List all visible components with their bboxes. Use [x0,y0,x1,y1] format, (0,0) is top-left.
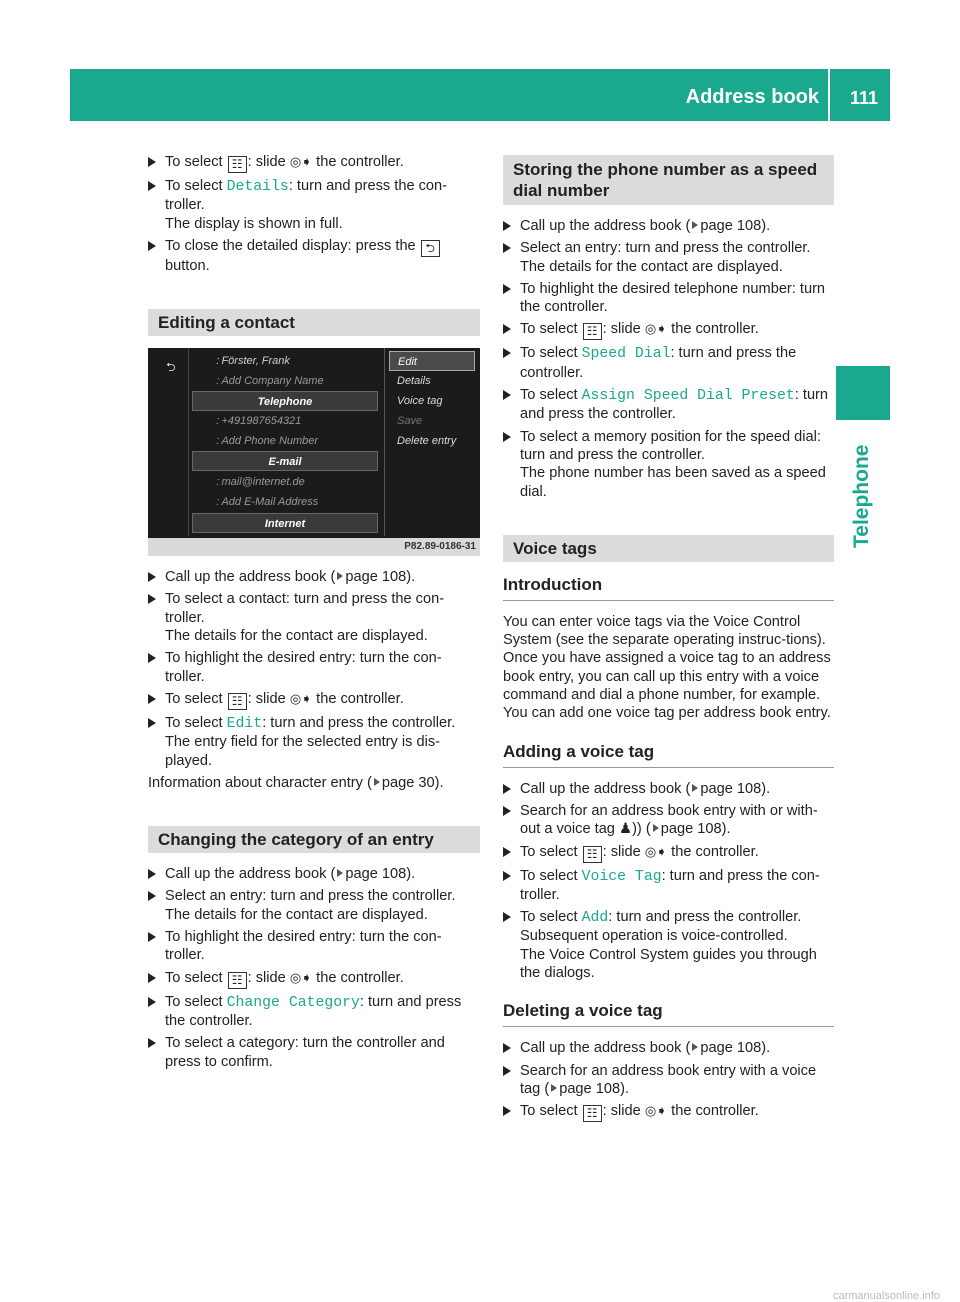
page-header [70,69,890,121]
page-ref-icon [692,221,698,229]
step: To highlight the desired entry: turn the con-troller. [148,928,480,965]
menu-item-details: Details [397,375,431,388]
menu-item-ref: Speed Dial [581,346,671,363]
phone-book-icon: ☷ [228,972,247,989]
step: Call up the address book ( page 108). [148,568,480,586]
page-number: 111 [849,88,878,108]
list-item: : Add Phone Number [214,435,319,448]
arrow-icon [503,871,511,881]
menu-item-delete: Delete entry [397,435,457,448]
arrow-icon [148,891,156,901]
page-ref-icon [692,1043,698,1051]
header-title: Address book [685,86,819,108]
category-row: E-mail [192,451,378,471]
arrow-icon [148,932,156,942]
page-ref-icon [337,572,343,580]
step: To select Change Category: turn and press the controller. [148,993,480,1031]
arrow-icon [503,1106,511,1116]
menu-item-ref: Edit [226,715,263,732]
arrow-icon [148,869,156,879]
menu-item-ref: Add [581,910,609,927]
step: To highlight the desired entry: turn the con-troller. [148,649,480,686]
voice-tag-icon: ♟)) [618,821,642,838]
section-heading: Changing the category of an entry [148,826,480,853]
list-item: : mail@internet.de [214,476,305,489]
arrow-icon [503,221,511,231]
step: Search for an address book entry with a voice tag ( page 108). [503,1062,834,1099]
arrow-icon [503,348,511,358]
step: To select a category: turn the controller and press to confirm. [148,1034,480,1071]
controller-icon: ◎➧ [644,843,668,859]
right-column [503,155,834,1126]
step: To select a memory position for the speed dial: turn and press the controller. The phone number has been saved as a speed dial. [503,428,834,501]
step: To select Details: turn and press the con-troller. The display is shown in full. [148,177,480,233]
arrow-icon [148,653,156,663]
section-heading: Voice tags [503,535,834,562]
step: To select Add: turn and press the controller. Subsequent operation is voice-controlled. The Voice Control System guides you through the dialogs. [503,908,834,982]
step: Call up the address book ( page 108). [503,217,834,235]
phone-book-icon: ☷ [583,846,602,863]
arrow-icon [148,572,156,582]
arrow-icon [503,432,511,442]
arrow-icon [148,241,156,251]
arrow-icon [503,806,511,816]
arrow-icon [148,718,156,728]
step: To select Assign Speed Dial Preset: turn and press the controller. [503,386,834,424]
section-heading: Editing a contact [148,309,480,336]
section-heading: Storing the phone number as a speed dial number [503,155,834,205]
page-ref-icon [374,778,380,786]
arrow-icon [503,847,511,857]
controller-icon: ◎➧ [644,321,668,337]
arrow-icon [503,1043,511,1053]
arrow-icon [503,243,511,253]
arrow-icon [503,284,511,294]
menu-item-edit: Edit [389,351,475,371]
watermark: carmanualsonline.info [832,1290,940,1302]
page-ref-icon [337,869,343,877]
back-icon: ⮌ [421,240,440,257]
info-text: Information about character entry ( page 30). [148,774,444,791]
step: To select Speed Dial: turn and press the controller. [503,344,834,382]
arrow-icon [148,157,156,167]
menu-item-ref: Assign Speed Dial Preset [581,388,795,405]
menu-item-ref: Change Category [226,994,360,1011]
phone-book-icon: ☷ [583,323,602,340]
step: To select a contact: turn and press the con-troller. The details for the contact are displayed. [148,590,480,645]
arrow-icon [503,390,511,400]
page-ref-icon [551,1084,557,1092]
step: Call up the address book ( page 108). [148,865,480,883]
step: To select Voice Tag: turn and press the con-troller. [503,867,834,905]
chapter-tab [836,366,890,420]
intro-paragraph: You can enter voice tags via the Voice Control System (see the separate operating instruc-tions). Once you have assigned a voice tag to an address book entry, you can call up this entry with a voice command and dial a phone number, for example. You can add one voice tag per address book entry. [503,613,831,722]
step: Call up the address book ( page 108). [503,1039,834,1057]
step: To select ☷ : slide ◎➧ the controller. [503,1102,834,1122]
page-ref-icon [653,824,659,832]
step: Search for an address book entry with or with-out a voice tag ♟)) ( page 108). [503,802,834,839]
step: To select ☷ : slide ◎➧ the controller. [148,969,480,989]
controller-icon: ◎➧ [644,1103,668,1119]
step: To select ☷ : slide ◎➧ the controller. [503,320,834,340]
divider [188,348,189,536]
contact-details-list [148,348,382,536]
menu-item-voice-tag: Voice tag [397,395,443,408]
back-icon: ⮌ [166,360,176,375]
category-row: Telephone [192,391,378,411]
arrow-icon [148,181,156,191]
subheading: Adding a voice tag [503,741,834,768]
subheading: Introduction [503,574,834,601]
step: Select an entry: turn and press the controller. The details for the contact are displayed. [148,887,480,924]
arrow-icon [503,784,511,794]
arrow-icon [148,1038,156,1048]
phone-book-icon: ☷ [583,1105,602,1122]
page-ref-icon [692,784,698,792]
options-menu [384,348,476,536]
step: To select ☷ : slide ◎➧ the controller. [503,843,834,863]
list-item: : Add Company Name [214,375,324,388]
controller-icon: ◎➧ [289,969,313,985]
arrow-icon [148,594,156,604]
step: To close the detailed display: press the ⮌ button. [148,237,480,275]
step: To select Edit: turn and press the controller. The entry field for the selected entry is dis-played. [148,714,480,770]
step: To select ☷ : slide ◎➧ the controller. [148,153,480,173]
step: Call up the address book ( page 108). [503,780,834,798]
menu-item-ref: Voice Tag [581,868,662,885]
step: To highlight the desired telephone number: turn the controller. [503,280,834,317]
arrow-icon [148,973,156,983]
screen-image [148,348,480,556]
controller-icon: ◎➧ [289,154,313,169]
arrow-icon [148,997,156,1007]
category-row: Internet [192,513,378,533]
list-item: : Add E-Mail Address [214,496,319,509]
left-column [148,153,480,1075]
header-divider [828,69,830,121]
arrow-icon [503,324,511,334]
image-caption: P82.89-0186-31 [148,538,480,556]
arrow-icon [503,912,511,922]
arrow-icon [148,694,156,704]
menu-item-save: Save [397,415,423,428]
step: Select an entry: turn and press the controller. The details for the contact are displayed. [503,239,834,276]
arrow-icon [503,1066,511,1076]
contact-name-row: : Förster, Frank [214,355,290,368]
phone-book-icon: ☷ [228,693,247,710]
step: To select ☷ : slide ◎➧ the controller. [148,690,480,710]
subheading: Deleting a voice tag [503,1000,834,1027]
menu-item-ref: Details [226,179,289,195]
phone-book-icon: ☷ [228,156,247,173]
controller-icon: ◎➧ [289,690,313,706]
list-item: : +491987654321 [214,415,302,428]
